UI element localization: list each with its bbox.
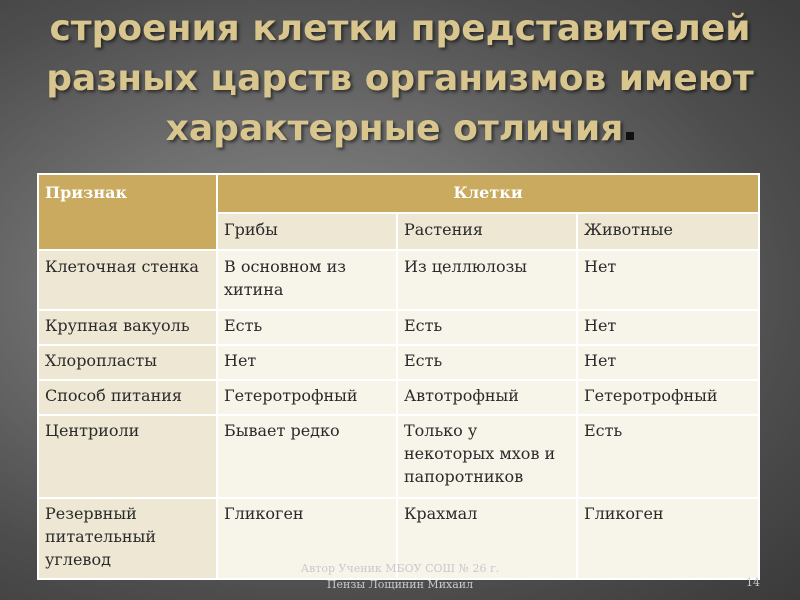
table-cell: Только у некоторых мхов и папоротников <box>397 415 577 498</box>
footer-line-2: Пензы Лощинин Михаил <box>326 578 474 591</box>
footer-author <box>250 561 550 593</box>
table-cell: Крахмал <box>397 498 577 579</box>
table-row <box>38 250 759 310</box>
table-cell: Автотрофный <box>397 380 577 415</box>
row-label: Крупная вакуоль <box>38 310 217 345</box>
table-cell: Нет <box>577 310 759 345</box>
table-header-row <box>38 174 759 213</box>
title-line-3-wrap <box>20 104 780 154</box>
table-cell: Нет <box>217 345 397 380</box>
table-row <box>38 310 759 345</box>
slide-title <box>20 4 780 154</box>
title-line-1: строения клетки представителей <box>49 8 751 49</box>
header-column-animals: Животные <box>577 213 759 250</box>
page-number: 14 <box>746 576 760 589</box>
row-label: Хлоропласты <box>38 345 217 380</box>
table-cell: Нет <box>577 250 759 310</box>
title-end-square <box>626 132 634 140</box>
row-label: Клеточная стенка <box>38 250 217 310</box>
title-line-3: характерные отличия <box>165 108 624 149</box>
row-label: Центриоли <box>38 415 217 498</box>
table-cell: Из целлюлозы <box>397 250 577 310</box>
row-label: Способ питания <box>38 380 217 415</box>
header-column-fungi: Грибы <box>217 213 397 250</box>
footer-line-1: Автор Ученик МБОУ СОШ № 26 г. <box>300 562 500 575</box>
table-cell: Нет <box>577 345 759 380</box>
table-cell: Гетеротрофный <box>577 380 759 415</box>
table-row <box>38 380 759 415</box>
table-cell: Гликоген <box>217 498 397 579</box>
table-cell: Гликоген <box>577 498 759 579</box>
comparison-table <box>37 173 760 580</box>
table-row <box>38 345 759 380</box>
table-cell: Есть <box>397 345 577 380</box>
table-cell: Есть <box>217 310 397 345</box>
table-cell: Есть <box>397 310 577 345</box>
header-cells: Клетки <box>217 174 759 213</box>
table-row <box>38 415 759 498</box>
header-column-plants: Растения <box>397 213 577 250</box>
header-feature: Признак <box>38 174 217 250</box>
table-cell: Бывает редко <box>217 415 397 498</box>
row-label: Резервный питательный углевод <box>38 498 217 579</box>
table-cell: Гетеротрофный <box>217 380 397 415</box>
table-cell: В основном из хитина <box>217 250 397 310</box>
title-line-2: разных царств организмов имеют <box>46 58 754 99</box>
table-cell: Есть <box>577 415 759 498</box>
